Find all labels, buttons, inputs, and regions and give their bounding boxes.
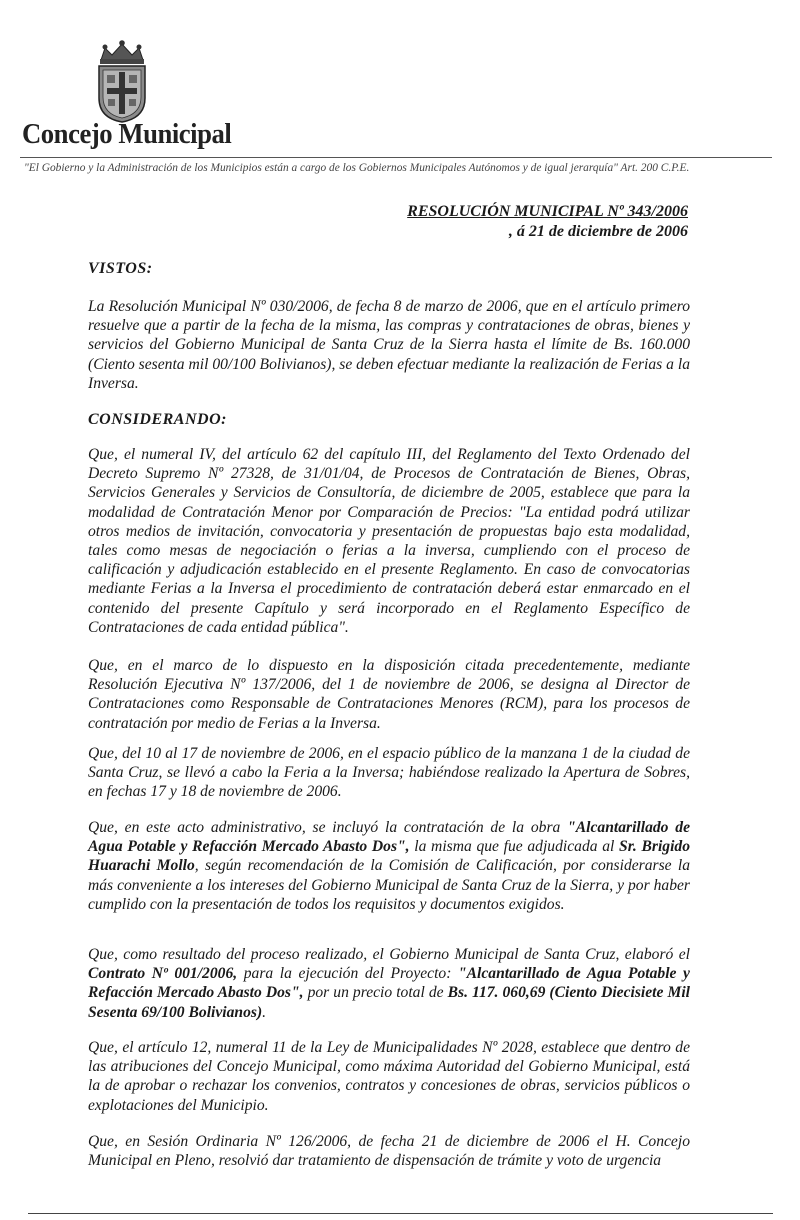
resolution-title: RESOLUCIÓN MUNICIPAL Nº 343/2006 [407, 203, 688, 220]
considerando-paragraph-3: Que, del 10 al 17 de noviembre de 2006, en el espacio público de la manzana 1 de la ciudad de Santa Cruz, se llevó a cabo la Feria a la Inversa; habiéndose realizado la Apertura de Sobres, en fechas 17 y 18 de noviembre de 2006. [88, 745, 690, 801]
header-divider [20, 157, 772, 158]
header-motto: "El Gobierno y la Administración de los Municipios están a cargo de los Gobiernos Municipales Autónomos y de igual jerarquía" Art. 200 C.P.E. [24, 162, 690, 174]
resolution-date: , á 21 de diciembre de 2006 [508, 223, 688, 240]
footer-divider [28, 1213, 773, 1214]
considerando-paragraph-5: Que, como resultado del proceso realizado, el Gobierno Municipal de Santa Cruz, elaboró el Contrato Nº 001/2006, para la ejecución del Proyecto: "Alcantarillado de Agua Potable y Refacción Mercado Abasto Dos", por un precio total de Bs. 117. 060,69 (Ciento Diecisiete Mil Sesenta 69/100 Bolivianos). [88, 946, 691, 1021]
considerando-paragraph-6: Que, el artículo 12, numeral 11 de la Ley de Municipalidades Nº 2028, establece que dentro de las atribuciones del Concejo Municipal, como máxima Autoridad del Gobierno Municipal, está la de aprobar o rechazar los convenios, contratos y concesiones de obras, servicios públicos o explotaciones del Municipio. [88, 1039, 690, 1114]
vistos-heading: VISTOS: [88, 260, 153, 277]
considerando-paragraph-7: Que, en Sesión Ordinaria Nº 126/2006, de fecha 21 de diciembre de 2006 el H. Concejo Municipal en Pleno, resolvió dar tratamiento de dispensación de trámite y voto de urgencia [88, 1133, 690, 1170]
vistos-paragraph: La Resolución Municipal Nº 030/2006, de fecha 8 de marzo de 2006, que en el artículo primero resuelve que a partir de la fecha de la misma, las compras y contrataciones de obras, bienes y servicios del Gobierno Municipal de Santa Cruz de la Sierra hasta el límite de Bs. 160.000 (Ciento sesenta mil 00/100 Bolivianos), se deben efectuar mediante la realización de Ferias a la Inversa. [88, 298, 690, 392]
org-name: Concejo Municipal [22, 118, 232, 150]
considerando-paragraph-2: Que, en el marco de lo dispuesto en la disposición citada precedentemente, mediante Resolución Ejecutiva Nº 137/2006, del 1 de noviembre de 2006, se designa al Director de Contrataciones como Responsable de Contrataciones Menores (RCM), para los procesos de contratación por medio de Ferias a la Inversa. [88, 657, 690, 732]
considerando-paragraph-1: Que, el numeral IV, del artículo 62 del capítulo III, del Reglamento del Texto Ordenado del Decreto Supremo Nº 27328, de 31/01/04, de Procesos de Contratación de Bienes, Obras, Servicios Generales y Servicios de Consultoría, de diciembre de 2005, establece que para la modalidad de Contratación Menor por Comparación de Precios: "La entidad podrá utilizar otros medios de invitación, convocatoria y presentación de propuestas bajo esta modalidad, tales como mesas de negociación o ferias a la inversa, cumpliendo con el proceso de calificación y adjudicación establecido en el presente Reglamento. En caso de convocatorias mediante Ferias a la Inversa el procedimiento de contratación deberá estar enmarcado en el contenido del presente Capítulo y será incorporado en el Reglamento Específico de Contrataciones de cada entidad pública". [88, 446, 690, 636]
considerando-heading: CONSIDERANDO: [88, 411, 227, 428]
coat-of-arms-icon [93, 38, 151, 124]
considerando-paragraph-4: Que, en este acto administrativo, se incluyó la contratación de la obra "Alcantarillado de Agua Potable y Refacción Mercado Abasto Dos", la misma que fue adjudicada al Sr. Brigido Huarachi Mollo, según recomendación de la Comisión de Calificación, por considerarse la más conveniente a los intereses del Gobierno Municipal de Santa Cruz de la Sierra, y por haber cumplido con la presentación de todos los requisitos y documentos exigidos. [88, 819, 691, 913]
